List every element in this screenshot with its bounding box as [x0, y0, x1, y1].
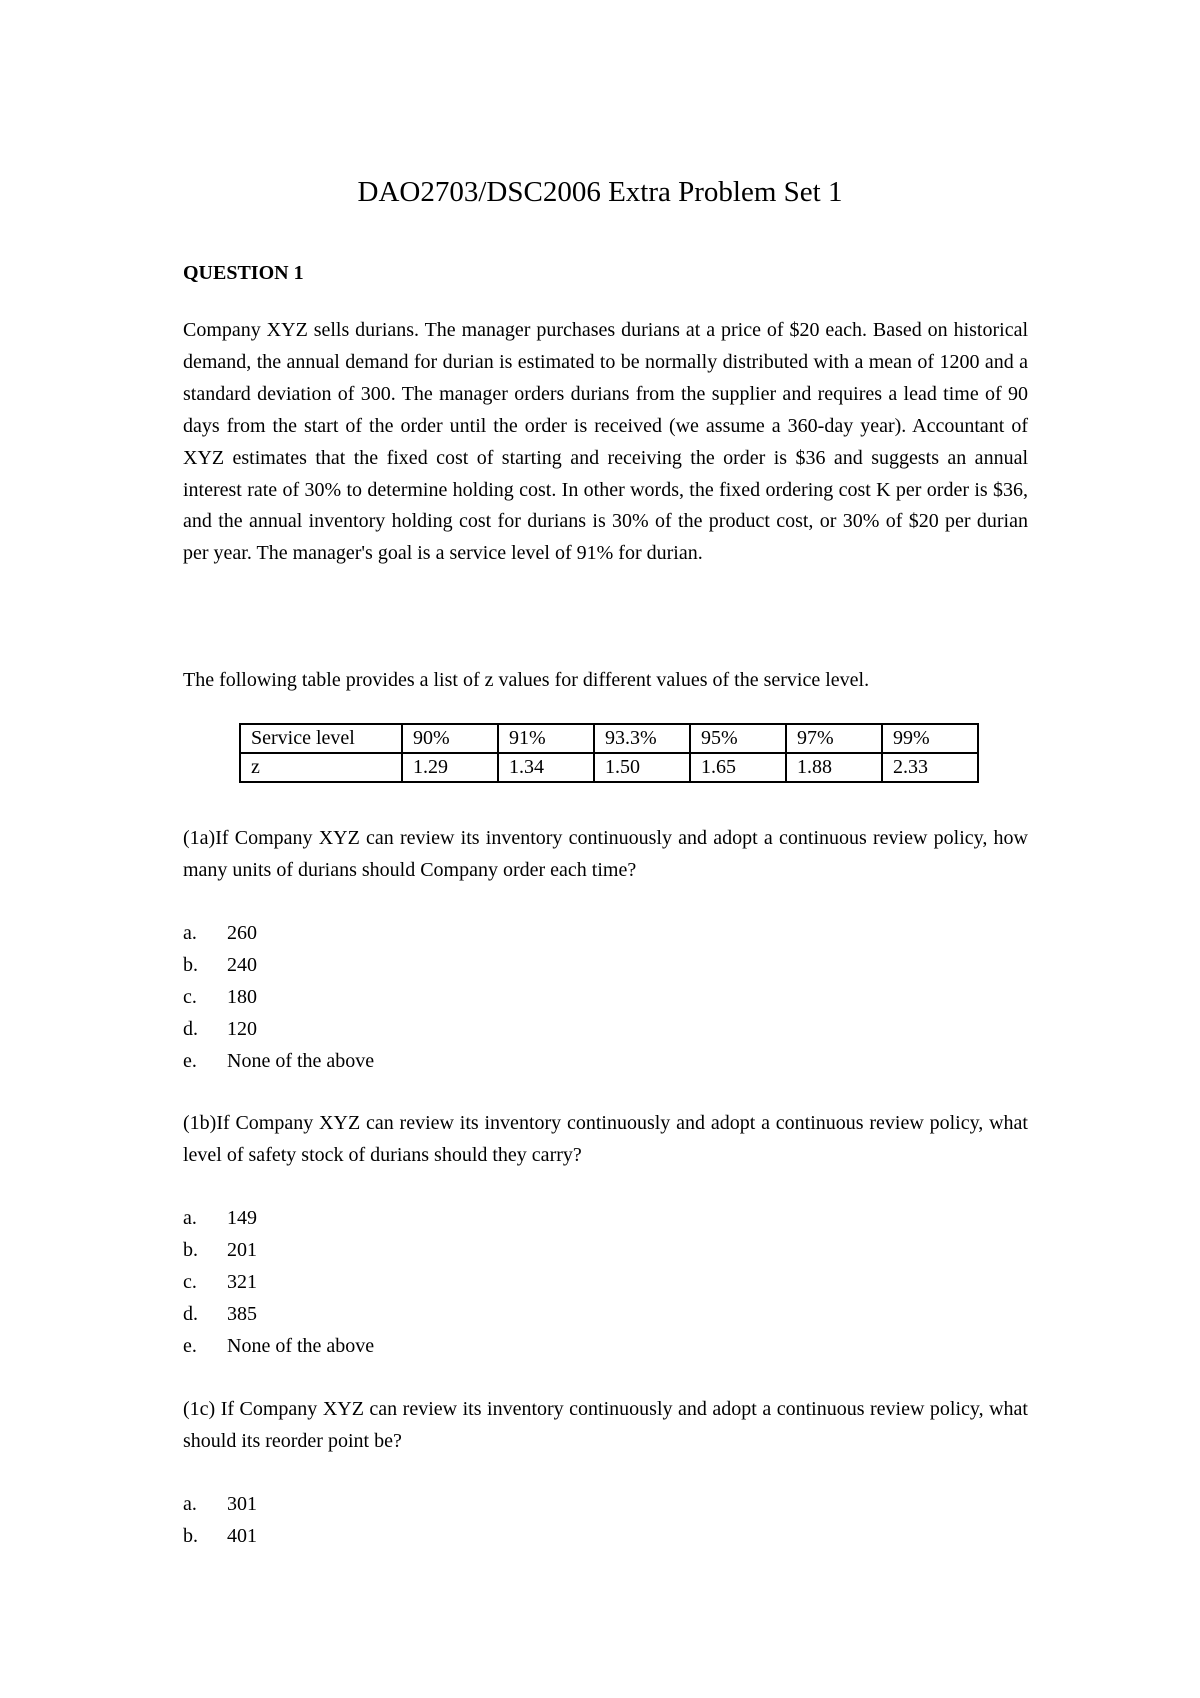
table-cell: 95%: [690, 724, 786, 753]
z-value-table: [239, 723, 979, 783]
table-cell: Service level: [240, 724, 402, 753]
option-letter: b.: [183, 1238, 198, 1261]
option-text: 149: [227, 1207, 257, 1229]
table-cell: 2.33: [882, 753, 978, 782]
option-letter: a.: [183, 922, 197, 944]
option-letter: c.: [183, 1270, 197, 1293]
table-cell: 90%: [402, 724, 498, 753]
option-item: [183, 1331, 374, 1363]
option-item: [183, 1299, 374, 1331]
question-1a-options: [183, 918, 374, 1077]
option-item: [183, 1267, 374, 1299]
option-letter: a.: [183, 1207, 197, 1229]
option-text: 240: [227, 953, 257, 976]
table-cell: 1.88: [786, 753, 882, 782]
option-letter: e.: [183, 1334, 197, 1357]
option-item: [183, 950, 374, 982]
option-text: None of the above: [227, 1334, 375, 1357]
option-text: 180: [227, 985, 257, 1008]
question-1a-text: (1a)If Company XYZ can review its inventory continuously and adopt a continuous review policy, how many units of durians should Company order each time?: [183, 827, 1028, 881]
table-row-z: [240, 753, 978, 782]
table-cell: 1.65: [690, 753, 786, 782]
option-letter: a.: [183, 1493, 197, 1515]
option-letter: b.: [183, 953, 198, 976]
option-letter: b.: [183, 1524, 198, 1547]
question-1c-options: [183, 1489, 257, 1553]
option-item: [183, 1014, 374, 1046]
option-text: None of the above: [227, 1049, 375, 1072]
option-item: [183, 982, 374, 1014]
document-title: DAO2703/DSC2006 Extra Problem Set 1: [357, 176, 843, 208]
table-cell: 93.3%: [594, 724, 690, 753]
option-text: 385: [227, 1302, 257, 1325]
table-cell: 99%: [882, 724, 978, 753]
option-text: 120: [227, 1017, 257, 1040]
option-letter: d.: [183, 1017, 198, 1040]
option-item: [183, 918, 374, 950]
option-item: [183, 1489, 257, 1521]
option-item: [183, 1235, 374, 1267]
option-item: [183, 1521, 257, 1553]
table-cell: 1.29: [402, 753, 498, 782]
intro-paragraph: Company XYZ sells durians. The manager purchases durians at a price of $20 each. Based on historical demand, the annual demand for durian is estimated to be normally distributed with a mean of 1200 and a standard deviation of 300. The manager orders durians from the supplier and requires a lead time of 90 days from the start of the order until the order is received (we assume a 360-day year). Accountant of XYZ estimates that the fixed cost of starting and receiving the order is $36 and suggests an annual interest rate of 30% to determine holding cost. In other words, the fixed ordering cost K per order is $36, and the annual inventory holding cost for durians is 30% of the product cost, or 30% of $20 per durian per year. The manager's goal is a service level of 91% for durian.: [183, 319, 1028, 565]
table-cell: 91%: [498, 724, 594, 753]
table-row-service-level: [240, 724, 978, 753]
option-text: 260: [227, 922, 257, 944]
table-cell: 1.50: [594, 753, 690, 782]
table-cell: z: [240, 753, 402, 782]
question-heading: QUESTION 1: [183, 262, 304, 284]
table-cell: 97%: [786, 724, 882, 753]
option-letter: e.: [183, 1049, 197, 1072]
option-letter: d.: [183, 1302, 198, 1325]
option-letter: c.: [183, 985, 197, 1008]
option-item: [183, 1203, 374, 1235]
option-text: 201: [227, 1238, 257, 1261]
question-1b-text: (1b)If Company XYZ can review its inventory continuously and adopt a continuous review policy, what level of safety stock of durians should they carry?: [183, 1112, 1028, 1166]
option-text: 401: [227, 1524, 257, 1547]
question-1c-text: (1c) If Company XYZ can review its inventory continuously and adopt a continuous review policy, what should its reorder point be?: [183, 1398, 1028, 1452]
table-intro-text: The following table provides a list of z values for different values of the service level.: [183, 669, 870, 691]
table-cell: 1.34: [498, 753, 594, 782]
option-text: 321: [227, 1270, 257, 1293]
question-1b-options: [183, 1203, 374, 1362]
option-text: 301: [227, 1493, 257, 1515]
option-item: [183, 1046, 374, 1078]
